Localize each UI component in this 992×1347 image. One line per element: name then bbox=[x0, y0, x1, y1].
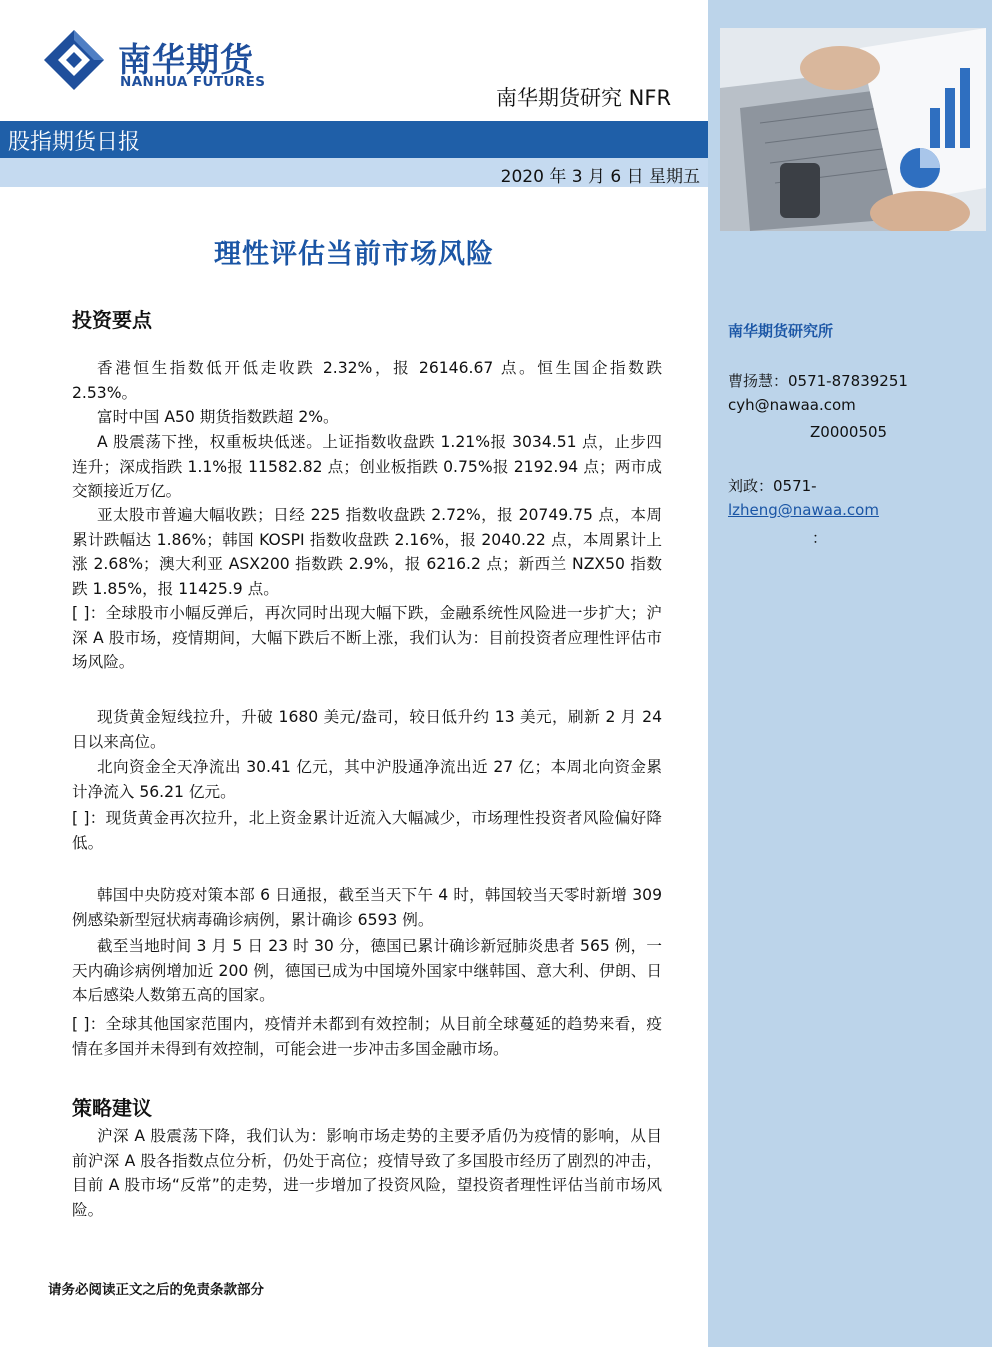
header-photo bbox=[720, 28, 986, 231]
contact-1-name-phone: 曹扬慧：0571-87839251 bbox=[728, 372, 908, 390]
paragraph-comment-3: [ ]：全球其他国家范围内，疫情并未都到有效控制；从目前全球蔓延的趋势来看，疫情在多国并未得到有效控制，可能会进一步冲击多国金融市场。 bbox=[72, 1015, 662, 1058]
paragraph-germany: 截至当地时间 3 月 5 日 23 时 30 分，德国已累计确诊新冠肺炎患者 565 例，一天内确诊病例增加近 200 例，德国已成为中国境外国家中继韩国、意大利、伊朗、日本后感染人数第五高的国家。 bbox=[72, 937, 662, 1004]
paragraph-korea: 韩国中央防疫对策本部 6 日通报，截至当天下午 4 时，韩国较当天零时新增 309 例感染新型冠状病毒确诊病例，累计确诊 6593 例。 bbox=[72, 886, 662, 929]
page-title: 理性评估当前市场风险 bbox=[214, 239, 494, 270]
contact-2-name-phone: 刘政：0571- bbox=[728, 477, 817, 495]
paragraph-hsi: 香港恒生指数低开低走收跌 2.32%，报 26146.67 点。恒生国企指数跌 2.53%。 bbox=[72, 359, 662, 402]
office-photo-image bbox=[720, 28, 986, 231]
paragraph-gold: 现货黄金短线拉升，升破 1680 美元/盎司，较日低升约 13 美元，刷新 2 月 24 日以来高位。 bbox=[72, 708, 662, 751]
paragraph-comment-2: [ ]：现货黄金再次拉升，北上资金累计近流入大幅减少，市场理性投资者风险偏好降低。 bbox=[72, 809, 662, 852]
contact-2-colon: ： bbox=[812, 529, 828, 547]
footer-disclaimer: 请务必阅读正文之后的免责条款部分 bbox=[48, 1282, 264, 1298]
key-points-heading: 投资要点 bbox=[72, 308, 152, 332]
report-type-title: 股指期货日报 bbox=[8, 130, 141, 155]
contact-1-email: cyh@nawaa.com bbox=[728, 396, 856, 414]
strategy-heading: 策略建议 bbox=[72, 1096, 152, 1120]
paragraph-comment-1: [ ]：全球股市小幅反弹后，再次同时出现大幅下跌，金融系统性风险进一步扩大；沪深 A 股市场，疫情期间，大幅下跌后不断上涨，我们认为：目前投资者应理性评估市场风险。 bbox=[72, 604, 662, 671]
logo-chinese-name: 南华期货 bbox=[118, 40, 254, 79]
research-institute-name: 南华期货研究所 bbox=[728, 322, 834, 340]
paragraph-asia-pacific: 亚太股市普遍大幅收跌；日经 225 指数收盘跌 2.72%，报 20749.75 点，本周累计跌幅达 1.86%；韩国 KOSPI 指数收盘跌 2.16%，报 2040.22 点，本周累计上涨 2.68%；澳大利亚 ASX200 指数跌 2.9%，报 6216.2 点；新西兰 NZX50 指数跌 1.85%，报 11425.9 点。 bbox=[72, 506, 662, 598]
contact-1-certificate: Z0000505 bbox=[810, 423, 888, 441]
nanhua-logo-icon bbox=[40, 26, 110, 94]
paragraph-a-shares: A 股震荡下挫，权重板块低迷。上证指数收盘跌 1.21%报 3034.51 点，止步四连升；深成指跌 1.1%报 11582.82 点；创业板指跌 0.75%报 2192.94 点；两市成交额接近万亿。 bbox=[72, 433, 662, 500]
report-date: 2020 年 3 月 6 日 星期五 bbox=[500, 167, 700, 187]
paragraph-northbound: 北向资金全天净流出 30.41 亿元，其中沪股通净流出近 27 亿；本周北向资金累计净流入 56.21 亿元。 bbox=[72, 758, 662, 801]
contact-2-email-link[interactable]: lzheng@nawaa.com bbox=[728, 501, 879, 519]
logo-english-name: NANHUA FUTURES bbox=[120, 74, 266, 90]
research-tag: 南华期货研究 NFR bbox=[496, 86, 672, 110]
paragraph-a50: 富时中国 A50 期货指数跌超 2%。 bbox=[97, 408, 339, 426]
paragraph-strategy: 沪深 A 股震荡下降，我们认为：影响市场走势的主要矛盾仍为疫情的影响，从目前沪深 A 股各指数点位分析，仍处于高位；疫情导致了多国股市经历了剧烈的冲击，目前 A 股市场“反常”的走势，进一步增加了投资风险，望投资者理性评估当前市场风险。 bbox=[72, 1127, 662, 1219]
